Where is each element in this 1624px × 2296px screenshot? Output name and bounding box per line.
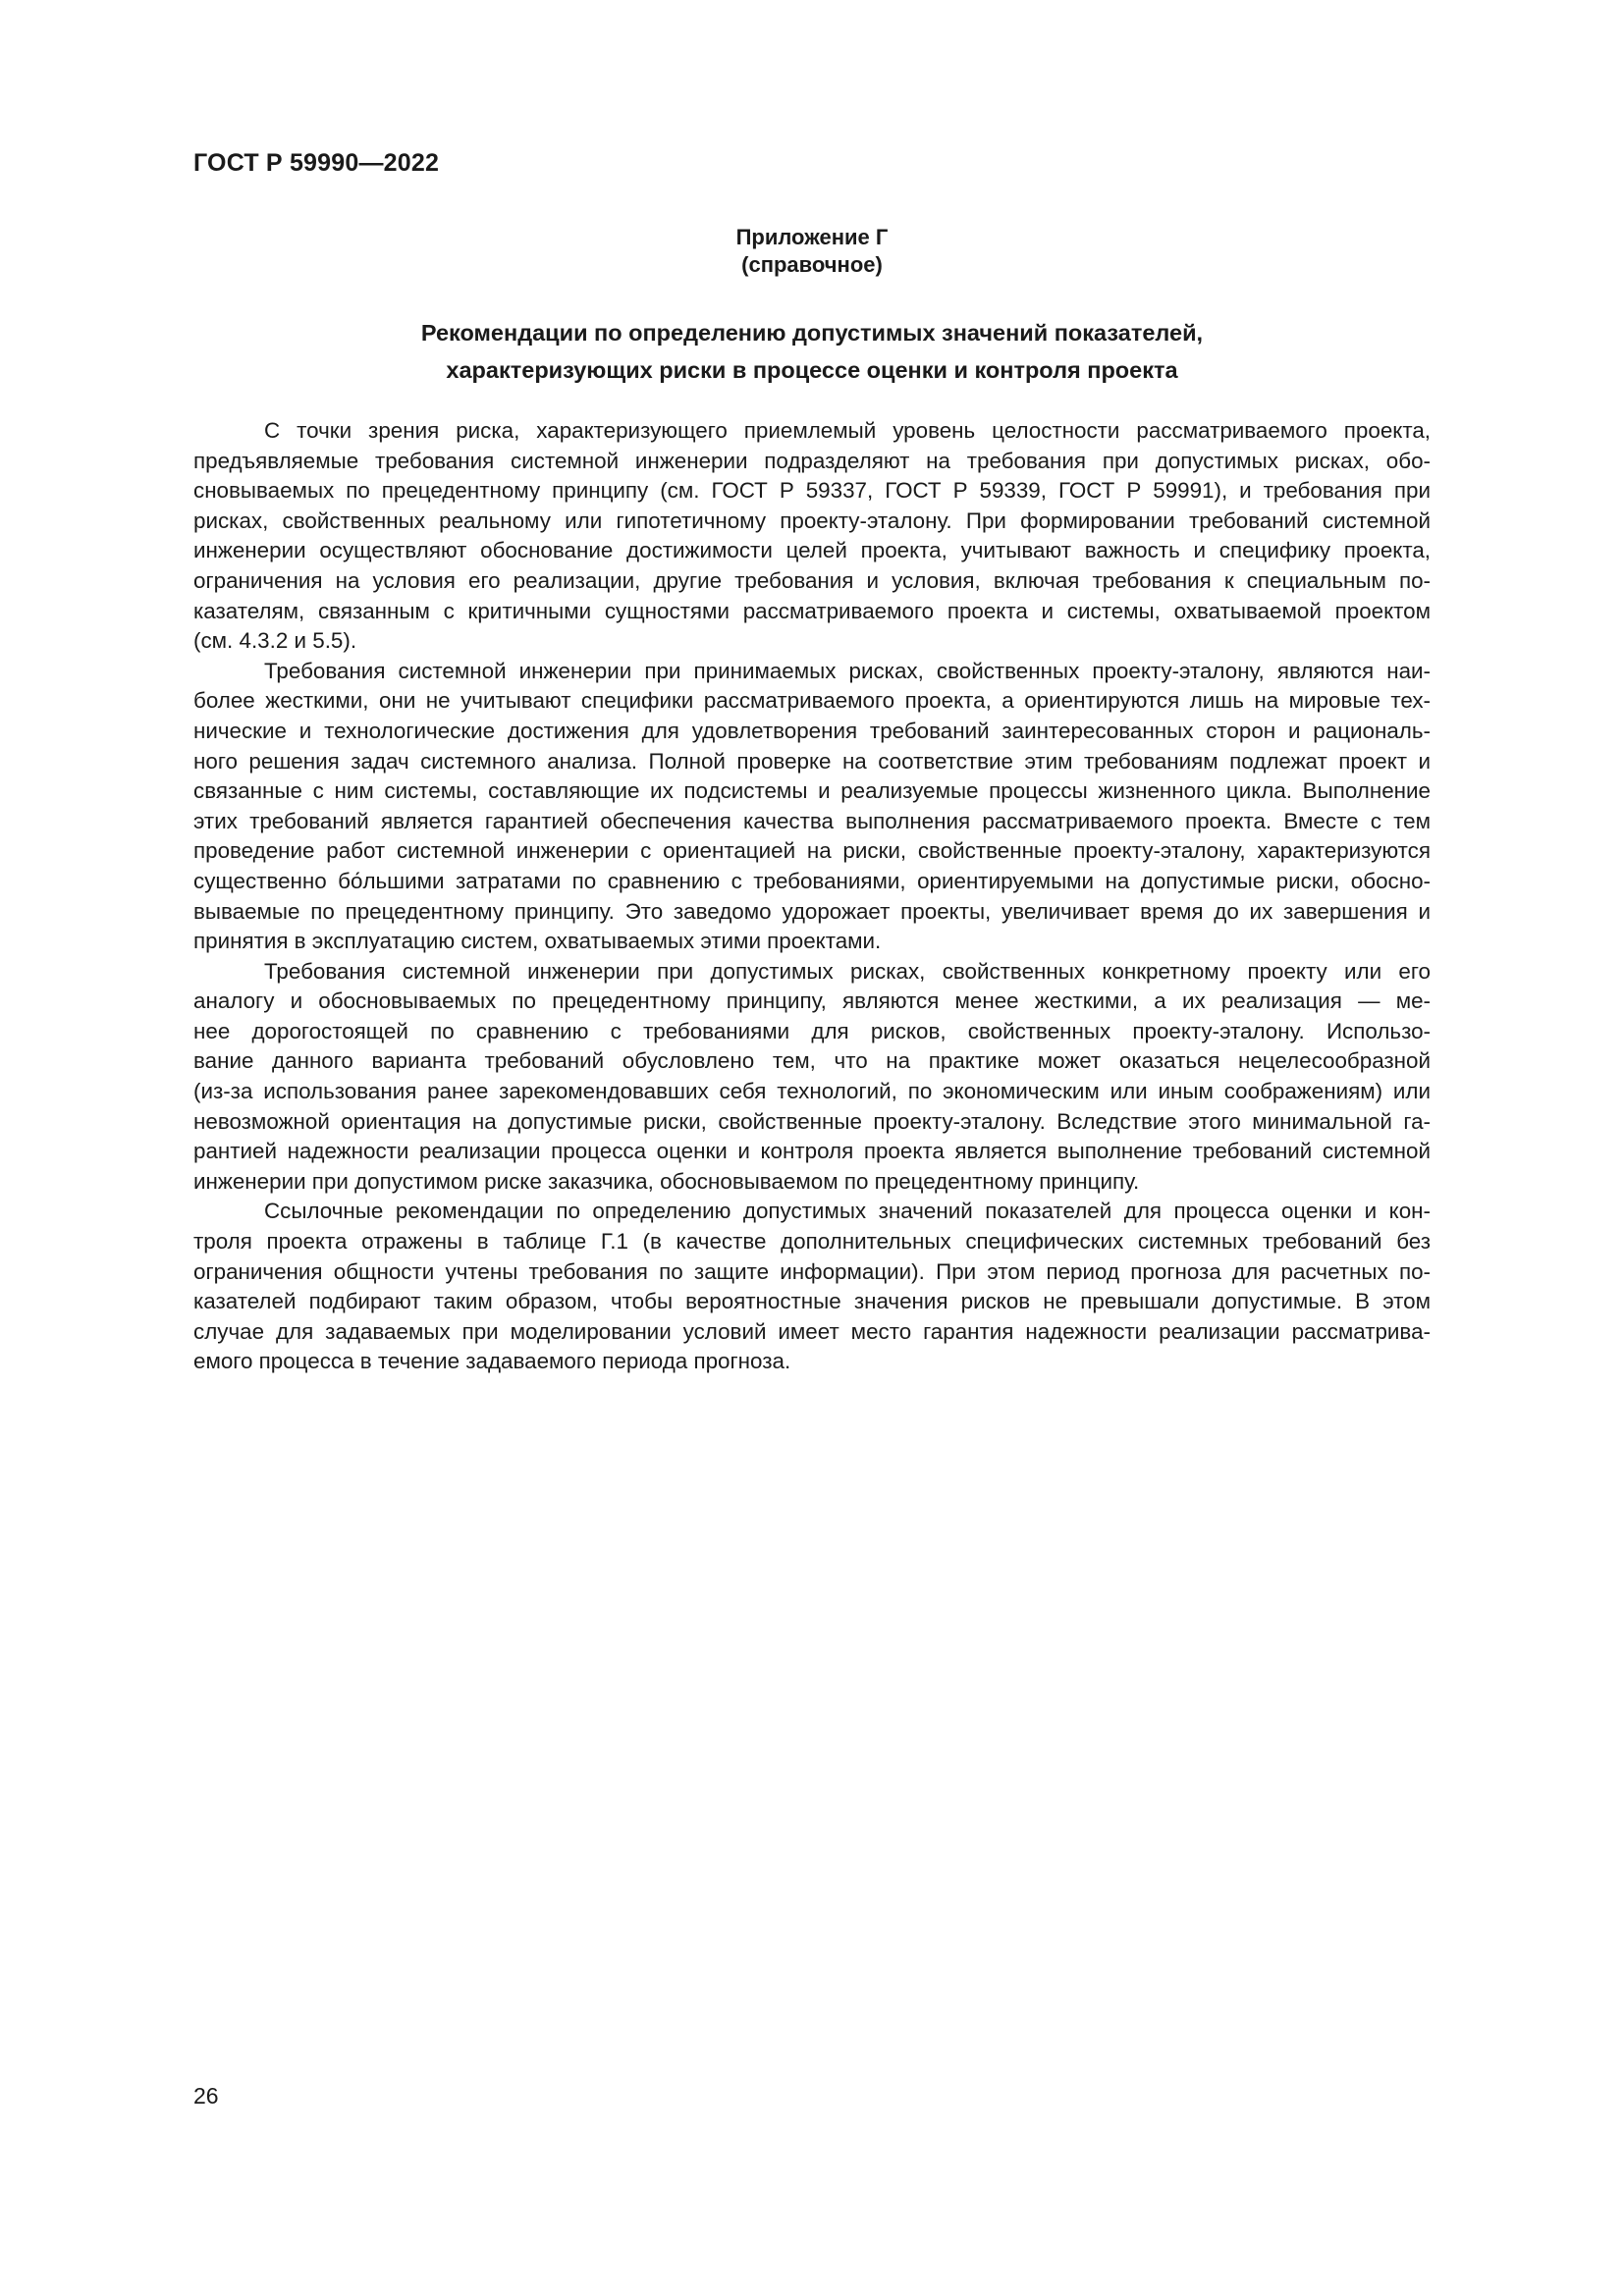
annex-kind: (справочное) bbox=[741, 252, 883, 277]
paragraph-4 bbox=[193, 1197, 1431, 1377]
text-line: аналогу и обосновываемых по прецедентному принципу, являются менее жесткими, а их реализация — ме- bbox=[193, 988, 1431, 1014]
text-line: Ссылочные рекомендации по определению допустимых значений показателей для процесса оценки и кон- bbox=[264, 1199, 1431, 1224]
title-line: Рекомендации по определению допустимых значений показателей, bbox=[420, 320, 1204, 346]
text-line: проведение работ системной инженерии с ориентацией на риски, свойственные проекту-эталону, характеризуются bbox=[193, 838, 1431, 864]
text-line: существенно бо́льшими затратами по сравнению с требованиями, ориентируемыми на допустимые риски, обосно- bbox=[193, 868, 1431, 893]
text-line: казателей подбирают таким образом, чтобы вероятностные значения рисков не превышали допустимые. В этом bbox=[193, 1289, 1431, 1314]
page-number: 26 bbox=[193, 2083, 219, 2109]
body-text bbox=[193, 416, 1431, 1377]
text-line: инженерии при допустимом риске заказчика, обосновываемом по прецедентному принципу. bbox=[193, 1168, 1140, 1194]
text-line: сновываемых по прецедентному принципу (см. ГОСТ Р 59337, ГОСТ Р 59339, ГОСТ Р 59991), и требования при bbox=[193, 478, 1431, 504]
text-line: нические и технологические достижения для удовлетворения требований заинтересованных сторон и рациональ- bbox=[193, 718, 1431, 743]
paragraph-2 bbox=[193, 657, 1431, 957]
text-line: связанные с ним системы, составляющие их подсистемы и реализуемые процессы жизненного цикла. Выполнение bbox=[193, 778, 1431, 804]
annex-label: Приложение Г bbox=[735, 225, 889, 249]
text-line: невозможной ориентация на допустимые риски, свойственные проекту-эталону. Вследствие этого минимальной га- bbox=[193, 1108, 1431, 1134]
annex-heading bbox=[193, 224, 1431, 279]
text-line: предъявляемые требования системной инженерии подразделяют на требования при допустимых рисках, обо- bbox=[193, 448, 1431, 473]
text-line: этих требований является гарантией обеспечения качества выполнения рассматриваемого проекта. Вместе с тем bbox=[193, 808, 1431, 833]
section-title bbox=[193, 314, 1431, 389]
text-line: вываемые по прецедентному принципу. Это заведомо удорожает проекты, увеличивает время до их завершения и bbox=[193, 898, 1431, 924]
text-line: казателям, связанным с критичными сущностями рассматриваемого проекта и системы, охватываемой проектом bbox=[193, 598, 1431, 623]
text-line: рантией надежности реализации процесса оценки и контроля проекта является выполнение требований системной bbox=[193, 1139, 1431, 1164]
text-line: более жесткими, они не учитывают специфики рассматриваемого проекта, а ориентируются лишь на мировые тех- bbox=[193, 688, 1431, 714]
paragraph-3 bbox=[193, 957, 1431, 1198]
text-line: рисках, свойственных реальному или гипотетичному проекту-эталону. При формировании требований системной bbox=[193, 507, 1431, 533]
text-line: принятия в эксплуатацию систем, охватываемых этими проектами. bbox=[193, 929, 882, 954]
text-line: нее дорогостоящей по сравнению с требованиями для рисков, свойственных проекту-эталону. Использо- bbox=[193, 1018, 1431, 1043]
standard-header: ГОСТ Р 59990—2022 bbox=[193, 149, 440, 177]
title-line: характеризующих риски в процессе оценки и контроля проекта bbox=[446, 357, 1178, 383]
text-line: Требования системной инженерии при допустимых рисках, свойственных конкретному проекту или его bbox=[264, 958, 1431, 984]
text-line: троля проекта отражены в таблице Г.1 (в качестве дополнительных специфических системных требований без bbox=[193, 1229, 1431, 1255]
text-line: ограничения на условия его реализации, другие требования и условия, включая требования к специальным по- bbox=[193, 567, 1431, 593]
text-line: ограничения общности учтены требования по защите информации). При этом период прогноза для расчетных по- bbox=[193, 1258, 1431, 1284]
text-line: случае для задаваемых при моделировании условий имеет место гарантия надежности реализации рассматрива- bbox=[193, 1318, 1431, 1344]
text-line: вание данного варианта требований обусловлено тем, что на практике может оказаться нецелесообразной bbox=[193, 1048, 1431, 1074]
text-line: С точки зрения риска, характеризующего приемлемый уровень целостности рассматриваемого проекта, bbox=[264, 418, 1431, 443]
text-line: ного решения задач системного анализа. Полной проверке на соответствие этим требованиям подлежат проект и bbox=[193, 748, 1431, 774]
text-line: (см. 4.3.2 и 5.5). bbox=[193, 628, 357, 654]
text-line: (из-за использования ранее зарекомендовавших себя технологий, по экономическим или иным соображениям) или bbox=[193, 1079, 1431, 1104]
text-line: емого процесса в течение задаваемого периода прогноза. bbox=[193, 1349, 791, 1374]
paragraph-1 bbox=[193, 416, 1431, 657]
text-line: инженерии осуществляют обоснование достижимости целей проекта, учитывают важность и специфику проекта, bbox=[193, 538, 1431, 563]
text-line: Требования системной инженерии при принимаемых рисках, свойственных проекту-эталону, являются наи- bbox=[264, 658, 1431, 683]
